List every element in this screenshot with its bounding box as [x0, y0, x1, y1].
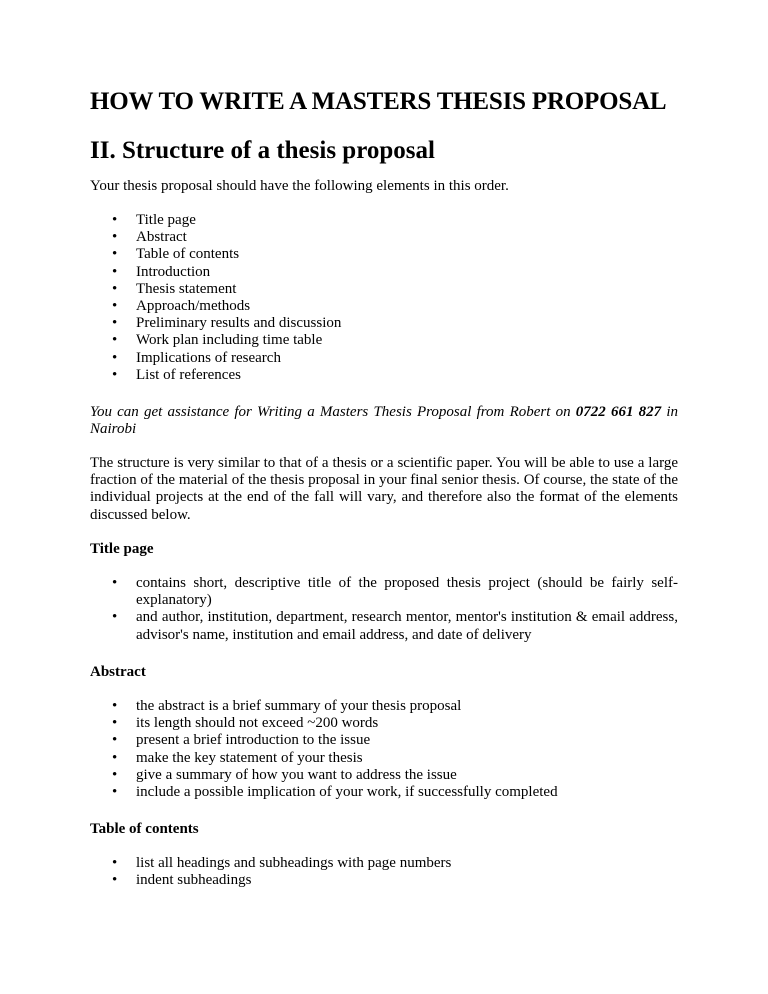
abstract-list	[90, 698, 678, 801]
document-title: HOW TO WRITE A MASTERS THESIS PROPOSAL	[90, 88, 667, 115]
list-item: • its length should not exceed ~200 words	[112, 715, 379, 732]
list-item: • list all headings and subheadings with page numbers	[112, 855, 452, 871]
bullet-icon: •	[112, 575, 118, 591]
bullet-icon: •	[112, 212, 118, 228]
list-item: • and author, institution, department, research mentor, mentor's institution & email address, advisor's name, institution and email address, and date of delivery	[112, 609, 678, 643]
heading-table-of-contents: Table of contents	[90, 821, 199, 837]
list-item: • contains short, descriptive title of the proposed thesis project (should be fairly self-explanatory)	[112, 575, 678, 609]
bullet-icon: •	[112, 698, 118, 714]
list-item: • Thesis statement	[112, 280, 237, 297]
list-item: • indent subheadings	[112, 872, 252, 889]
bullet-icon: •	[112, 609, 118, 626]
list-item: • List of references	[112, 366, 241, 383]
list-item: • Abstract	[112, 229, 187, 246]
bullet-icon: •	[112, 855, 118, 871]
bullet-icon: •	[112, 246, 118, 263]
list-item: • Preliminary results and discussion	[112, 315, 342, 332]
title-page-list	[90, 575, 678, 644]
bullet-icon: •	[112, 349, 118, 366]
assistance-note: You can get assistance for Writing a Masters Thesis Proposal from Robert on 0722 661 827 in Nairobi	[90, 404, 678, 438]
list-item: • Introduction	[112, 263, 211, 280]
bullet-icon: •	[112, 366, 118, 383]
intro-text: Your thesis proposal should have the following elements in this order.	[90, 178, 509, 194]
bullet-icon: •	[112, 766, 118, 783]
elements-list	[90, 212, 678, 384]
table-of-contents-list	[90, 855, 678, 889]
structure-paragraph: The structure is very similar to that of a thesis or a scientific paper. You will be able to use a large fraction of the material of the thesis proposal in your final senior thesis. Of course, the state of the individual projects at the end of the fall will vary, and therefore also the format of the elements discussed below.	[90, 455, 678, 523]
list-item: • make the key statement of your thesis	[112, 749, 363, 766]
bullet-icon: •	[112, 715, 118, 732]
bullet-icon: •	[112, 298, 118, 315]
list-item: • include a possible implication of your work, if successfully completed	[112, 784, 558, 801]
bullet-icon: •	[112, 263, 118, 280]
list-item: • Table of contents	[112, 246, 240, 263]
list-item: • give a summary of how you want to address the issue	[112, 766, 457, 783]
list-item: • Approach/methods	[112, 298, 251, 315]
list-item: • the abstract is a brief summary of your thesis proposal	[112, 698, 462, 714]
bullet-icon: •	[112, 280, 118, 297]
list-item: • present a brief introduction to the issue	[112, 732, 371, 749]
bullet-icon: •	[112, 732, 118, 749]
bullet-icon: •	[112, 784, 118, 801]
heading-abstract: Abstract	[90, 664, 146, 680]
bullet-icon: •	[112, 332, 118, 349]
bullet-icon: •	[112, 749, 118, 766]
section-title: II. Structure of a thesis proposal	[90, 137, 435, 164]
list-item: • Work plan including time table	[112, 332, 323, 349]
bullet-icon: •	[112, 872, 118, 889]
bullet-icon: •	[112, 229, 118, 246]
list-item: • Implications of research	[112, 349, 281, 366]
list-item: • Title page	[112, 212, 196, 228]
bullet-icon: •	[112, 315, 118, 332]
phone-number: 0722 661 827	[575, 404, 662, 420]
heading-title-page: Title page	[90, 541, 154, 557]
